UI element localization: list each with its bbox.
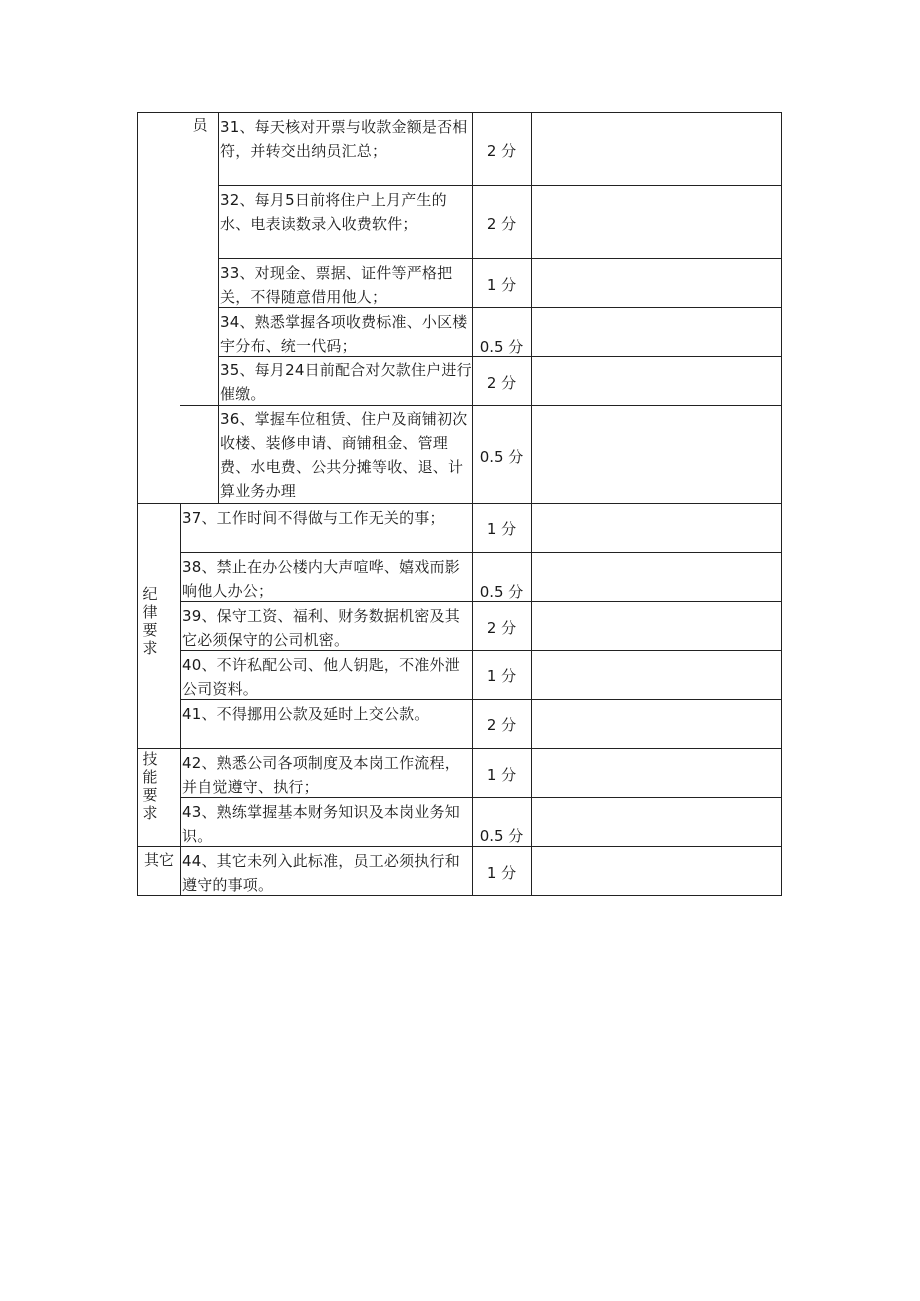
row-36-desc: 36、掌握车位租赁、住户及商铺初次收楼、装修申请、商铺租金、管理费、水电费、公共分摊等收、退、计算业务办理 [220,410,468,500]
row-44-desc: 44、其它未列入此标准，员工必须执行和遵守的事项。 [182,852,460,894]
row-38-score: 0.5 分 [479,583,524,601]
row-37-score: 1 分 [486,520,517,538]
row-35-desc: 35、每月24日前配合对欠款住户进行催缴。 [220,361,472,403]
row-33-desc: 33、对现金、票据、证件等严格把关，不得随意借用他人； [220,264,453,306]
row-34-desc: 34、熟悉掌握各项收费标准、小区楼宇分布、统一代码； [220,313,468,355]
row-38-desc: 38、禁止在办公楼内大声喧哗、嬉戏而影响他人办公； [182,558,460,600]
row-41-desc: 41、不得挪用公款及延时上交公款。 [182,705,430,723]
row-42-desc: 42、熟悉公司各项制度及本岗工作流程，并自觉遵守、执行； [182,754,460,796]
row-42-score: 1 分 [486,766,517,784]
row-35-score: 2 分 [486,374,517,392]
row-44-score: 1 分 [486,864,517,882]
row-34-score: 0.5 分 [479,338,524,356]
row-39-desc: 39、保守工资、福利、财务数据机密及其它必须保守的公司机密。 [182,607,460,649]
row-40-desc: 40、不许私配公司、他人钥匙，不准外泄公司资料。 [182,656,460,698]
row-40-score: 1 分 [486,667,517,685]
category-discipline: 纪律要求 [142,585,158,657]
row-31-score: 2 分 [486,142,517,160]
category-skill: 技能要求 [142,750,158,822]
row-41-score: 2 分 [486,716,517,734]
row-43-desc: 43、熟练掌握基本财务知识及本岗业务知识。 [182,803,460,845]
row-39-score: 2 分 [486,619,517,637]
row-32-score: 2 分 [486,215,517,233]
row-32-desc: 32、每月5日前将住户上月产生的水、电表读数录入收费软件； [220,191,447,233]
row-33-score: 1 分 [486,276,517,294]
row-31-desc: 31、每天核对开票与收款金额是否相符，并转交出纳员汇总； [220,118,468,160]
row-36-score: 0.5 分 [479,448,524,466]
row-37-desc: 37、工作时间不得做与工作无关的事； [182,509,445,527]
category-other: 其它 [143,851,174,869]
category-sub-yuan: 员 [192,116,208,134]
row-43-score: 0.5 分 [479,827,524,845]
